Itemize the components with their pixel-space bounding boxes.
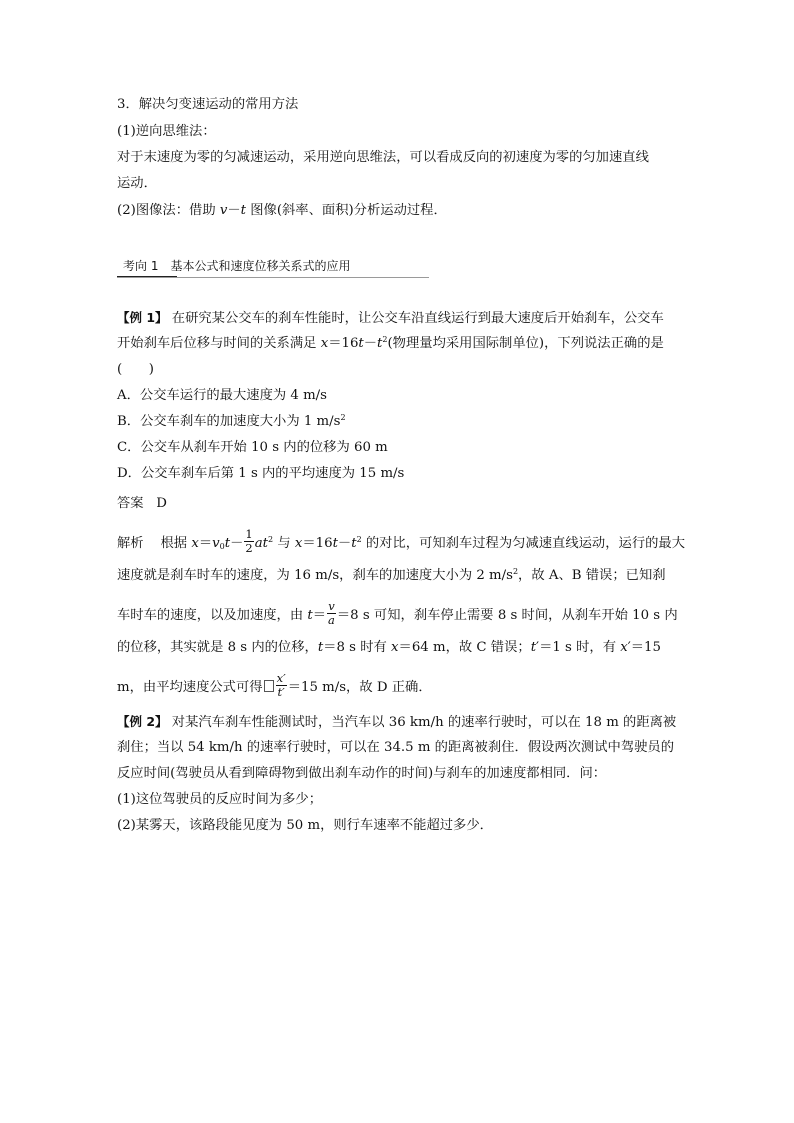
example2-line3: 反应时间(驾驶员从看到障碍物到做出刹车动作的时间)与刹车的加速度都相同．问：	[117, 766, 607, 781]
fraction-one-half: $\frac{1}{2}$	[245, 527, 253, 555]
option-d: D．公交车刹车后第 1 s 内的平均速度为 15 m/s	[117, 466, 405, 481]
analysis-line3: 车时车的速度，以及加速度，由 t＝ $\frac{v}{a}$ ＝8 s 可知，刹车停止需要 8 s 时间，从刹车开始 10 s 内	[117, 599, 678, 627]
answer-line	[117, 494, 167, 514]
analysis-line4: 的位移，其实就是 8 s 内的位移，t＝8 s 时有 x＝64 m，故 C 错误；t′＝1 s 时，有 x′＝15	[117, 640, 661, 655]
fraction-v-over-a: $\frac{v}{a}$	[328, 599, 335, 627]
example2-tag: 【例 2】	[117, 714, 168, 729]
section-header	[117, 255, 429, 278]
analysis-label: 解析	[117, 536, 144, 551]
option-b: B．公交车刹车的加速度大小为 1 $m/s^2$	[117, 413, 346, 429]
method2-line: (2)图像法：借助 v－t 图像(斜率、面积)分析运动过程．	[117, 203, 447, 218]
example2-question2: (2)某雾天，该路段能见度为 50 m，则行车速率不能超过多少．	[117, 818, 493, 833]
option-a: A．公交车运行的最大速度为 4 m/s	[117, 388, 327, 403]
answer-value: D	[156, 496, 167, 511]
example1-line2: 开始刹车后位移与时间的关系满足 $x=16t-t^2$(物理量均采用国际制单位)，下列说法正确的是	[117, 335, 664, 351]
option-c: C．公交车从刹车开始 10 s 内的位移为 60 m	[117, 440, 388, 455]
analysis-line1: 解析 根据 $x=v_0t-$ $\frac{1}{2}$ $at^2$ 与 $x=16t-t^2$ 的对比，可知刹车过程为匀减速直线运动，运行的最大	[117, 527, 686, 555]
answer-label: 答案	[117, 496, 144, 511]
analysis-line5: m，由平均速度公式可得 $\frac{x'}{t'}$ ＝15 m/s，故 D 正确．	[117, 671, 432, 699]
fraction-x-over-t: $\frac{x'}{t'}$	[276, 671, 286, 699]
section-label: 考向 1 基本公式和速度位移关系式的应用	[123, 259, 351, 273]
section-header-accent	[117, 276, 177, 277]
example2-question1: (1)这位驾驶员的反应时间为多少；	[117, 792, 322, 807]
example1-tag: 【例 1】	[117, 310, 168, 325]
example1-line1: 【例 1】 在研究某公交车的刹车性能时，让公交车沿直线运行到最大速度后开始刹车，公交车	[117, 310, 664, 326]
method-heading: 3．解决匀变速运动的常用方法	[117, 97, 299, 112]
method1-title: (1)逆向思维法：	[117, 124, 216, 139]
analysis-line2: 速度就是刹车时车的速度，为 16 m/s，刹车的加速度大小为 2 $m/s^2$，故 A、B 错误；已知刹	[117, 567, 666, 583]
example1-answer-paren: ( )	[117, 362, 154, 377]
example2-line1: 【例 2】 对某汽车刹车性能测试时，当汽车以 36 km/h 的速率行驶时，可以在 18 m 的距离被	[117, 714, 677, 730]
method1-desc-line2: 运动．	[117, 176, 157, 191]
method1-desc-line1: 对于末速度为零的匀减速运动，采用逆向思维法，可以看成反向的初速度为零的匀加速直线	[117, 150, 649, 165]
missing-glyph-box	[264, 680, 274, 692]
example2-line2: 刹住；当以 54 km/h 的速率行驶时，可以在 34.5 m 的距离被刹住．假设两次测试中驾驶员的	[117, 740, 675, 755]
